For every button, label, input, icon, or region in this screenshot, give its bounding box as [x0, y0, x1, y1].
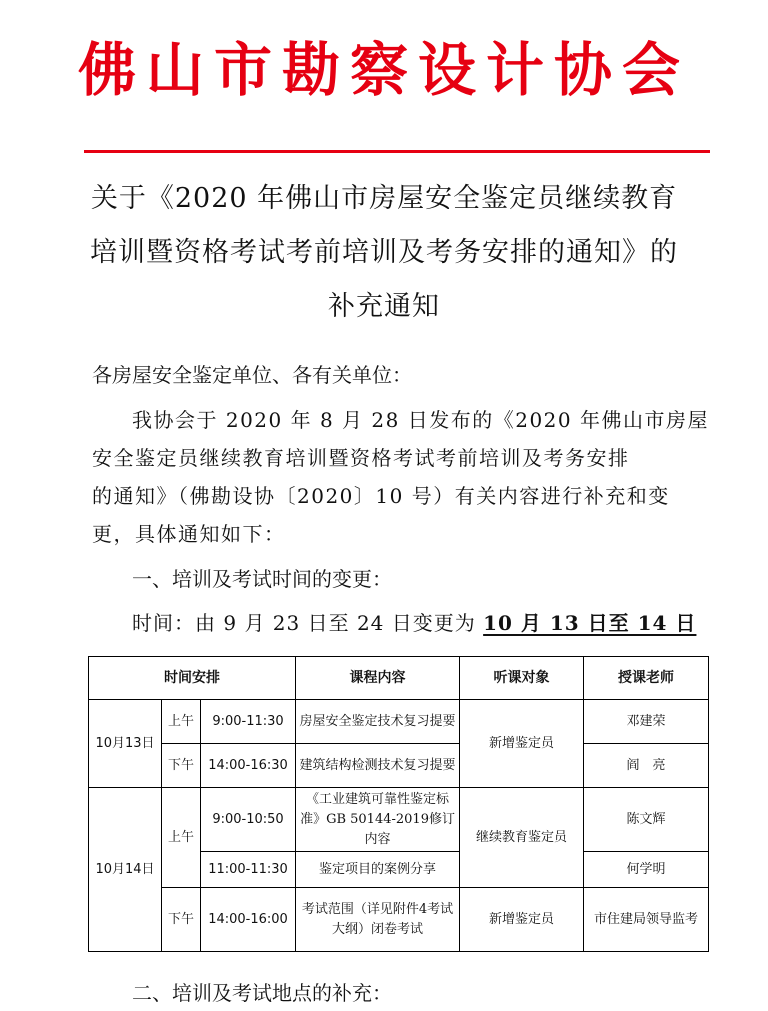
header-time: 时间安排 — [89, 657, 296, 700]
header-audience: 听课对象 — [460, 657, 584, 700]
header-teacher: 授课老师 — [584, 657, 709, 700]
teacher-cell: 何学明 — [584, 852, 709, 888]
table-row — [89, 744, 709, 788]
teacher-cell: 阎 亮 — [584, 744, 709, 788]
header-course: 课程内容 — [296, 657, 460, 700]
course-cell: 鉴定项目的案例分享 — [296, 852, 460, 888]
time-change-new-dates: 10 月 13 日至 14 日 — [483, 611, 697, 635]
table-row — [89, 888, 709, 952]
title-line-2: 培训暨资格考试考前培训及考务安排的通知》的 — [90, 237, 678, 268]
course-cell: 房屋安全鉴定技术复习提要 — [296, 700, 460, 744]
intro-line-3: 的通知》（佛勘设协〔2020〕10 号）有关内容进行补充和变 — [92, 484, 670, 508]
time-change-prefix: 时间：由 9 月 23 日至 24 日变更为 — [132, 611, 484, 635]
title-line-3: 补充通知 — [328, 291, 440, 322]
document-title — [60, 172, 708, 334]
time-change-line — [132, 605, 696, 641]
course-cell: 考试范围（详见附件4考试大纲）闭卷考试 — [296, 888, 460, 952]
header-divider — [84, 150, 710, 153]
intro-line-1: 我协会于 2020 年 8 月 28 日发布的《2020 年佛山市房屋 — [132, 408, 709, 432]
teacher-cell: 市住建局领导监考 — [584, 888, 709, 952]
audience-cell: 新增鉴定员 — [460, 700, 584, 788]
time-cell: 9:00-11:30 — [201, 700, 296, 744]
section-1-heading: 一、培训及考试时间的变更： — [132, 567, 392, 591]
intro-paragraph — [92, 401, 709, 553]
course-cell: 建筑结构检测技术复习提要 — [296, 744, 460, 788]
intro-line-4: 更，具体通知如下： — [92, 522, 286, 546]
teacher-cell: 陈文辉 — [584, 788, 709, 852]
intro-line-2: 安全鉴定员继续教育培训暨资格考试考前培训及考务安排 — [92, 446, 630, 470]
section-2-heading: 二、培训及考试地点的补充： — [132, 981, 392, 1005]
salutation: 各房屋安全鉴定单位、各有关单位： — [92, 363, 412, 387]
period-cell: 下午 — [162, 888, 201, 952]
table-row — [89, 788, 709, 852]
teacher-cell: 邓建荣 — [584, 700, 709, 744]
time-cell: 9:00-10:50 — [201, 788, 296, 852]
title-line-1: 关于《2020 年佛山市房屋安全鉴定员继续教育 — [90, 183, 678, 214]
date-cell: 10月13日 — [89, 700, 162, 788]
table-header-row — [89, 657, 709, 700]
time-cell: 14:00-16:00 — [201, 888, 296, 952]
date-cell: 10月14日 — [89, 788, 162, 952]
period-cell: 上午 — [162, 700, 201, 744]
period-cell: 上午 — [162, 788, 201, 888]
audience-cell: 新增鉴定员 — [460, 888, 584, 952]
course-cell: 《工业建筑可靠性鉴定标准》GB 50144-2019修订内容 — [296, 788, 460, 852]
schedule-table — [88, 656, 709, 952]
time-cell: 11:00-11:30 — [201, 852, 296, 888]
organization-name: 佛山市勘察设计协会 — [77, 36, 690, 104]
table-row — [89, 700, 709, 744]
period-cell: 下午 — [162, 744, 201, 788]
time-cell: 14:00-16:30 — [201, 744, 296, 788]
audience-cell: 继续教育鉴定员 — [460, 788, 584, 888]
